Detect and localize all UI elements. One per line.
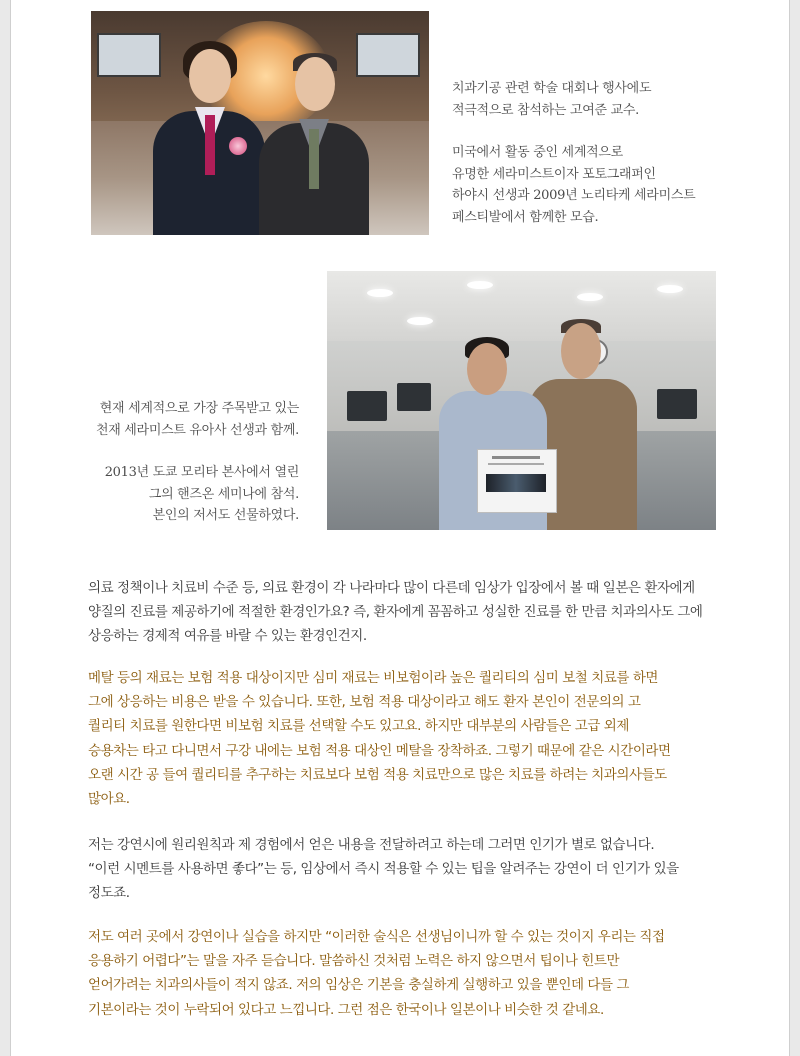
person-right-face [561, 323, 601, 379]
photo-festival-caption [452, 78, 752, 228]
magazine-page [10, 0, 790, 1056]
stage-screen-left [97, 33, 161, 77]
question-line: 정도죠. [88, 885, 130, 902]
person-right-tie [309, 129, 319, 189]
person-left-face [467, 343, 507, 395]
book-cover-image [486, 474, 546, 492]
book-subtitle-mark [488, 463, 544, 465]
answer-line: 퀄리티 치료를 원한다면 비보험 치료를 선택할 수도 있고요. 하지만 대부분의 사람들은 고급 외제 [88, 718, 629, 735]
caption-line: 본인의 저서도 선물하였다. [152, 508, 299, 523]
answer-line: 응용하기 어렵다”는 말을 자주 듣습니다. 말씀하신 것처럼 노력은 하지 않으면서 팁이나 힌트만 [88, 953, 620, 970]
photo-festival [91, 11, 429, 235]
interview-answer-2 [88, 925, 719, 1022]
interview-answer-1 [88, 666, 719, 811]
ceiling-light [577, 293, 603, 301]
person-left-face [189, 49, 231, 103]
office-monitor [347, 391, 387, 421]
corsage [229, 137, 247, 155]
caption-line: 하야시 선생과 2009년 노리타케 세라미스트 [452, 188, 696, 203]
question-line: 상응하는 경제적 여유를 바랄 수 있는 환경인건지. [88, 628, 367, 645]
caption-line: 유명한 세라미스트이자 포토그래퍼인 [452, 166, 656, 182]
book-title-mark [492, 456, 540, 459]
caption-line: 2013년 도쿄 모리타 본사에서 열린 [104, 465, 299, 480]
answer-line: 오랜 시간 공 들여 퀄리티를 추구하는 치료보다 보험 적용 치료만으로 많은 치료를 하려는 치과의사들도 [88, 766, 667, 783]
person-right-face [295, 57, 335, 111]
interview-question-2 [88, 833, 719, 906]
ceiling-light [407, 317, 433, 325]
answer-line: 얻어가려는 치과의사들이 적지 않죠. 저의 임상은 기본을 충실하게 실행하고 있을 뿐인데 다들 그 [88, 977, 629, 994]
caption-line: 치과기공 관련 학술 대회나 행사에도 [452, 81, 652, 96]
photo-office [327, 271, 716, 530]
ceiling-light [467, 281, 493, 289]
question-line: “이런 시멘트를 사용하면 좋다”는 등, 임상에서 즉시 적용할 수 있는 팁을 알려주는 강연이 더 인기가 있을 [88, 861, 679, 878]
caption-line: 천재 세라미스트 유아사 선생과 함께. [95, 422, 299, 438]
question-line: 저는 강연시에 원리원칙과 제 경험에서 얻은 내용을 전달하려고 하는데 그러면 인기가 별로 없습니다. [88, 837, 655, 853]
ceiling-light [657, 285, 683, 293]
answer-line: 그에 상응하는 비용은 받을 수 있습니다. 또한, 보험 적용 대상이라고 해도 환자 본인이 전문의의 고 [88, 694, 641, 711]
office-monitor [397, 383, 431, 411]
office-ceiling [327, 271, 716, 341]
person-left-tie [205, 115, 215, 175]
caption-line: 그의 핸즈온 세미나에 참석. [148, 486, 299, 502]
caption-line: 미국에서 활동 중인 세계적으로 [452, 145, 623, 160]
caption-line: 페스티발에서 함께한 모습. [452, 209, 599, 225]
answer-line: 기본이라는 것이 누락되어 있다고 느낍니다. 그런 점은 한국이나 일본이나 비슷한 것 같네요. [88, 1001, 604, 1018]
answer-line: 저도 여러 곳에서 강연이나 실습을 하지만 “이러한 술식은 선생님이니까 할 수 있는 것이지 우리는 직접 [88, 929, 665, 945]
gift-book [477, 449, 557, 513]
answer-line: 승용차는 타고 다니면서 구강 내에는 보험 적용 대상인 메탈을 장착하죠. 그렇기 때문에 같은 시간이라면 [88, 742, 671, 759]
photo-office-caption [51, 398, 299, 527]
answer-line: 메탈 등의 재료는 보험 적용 대상이지만 심미 재료는 비보험이라 높은 퀄리티의 심미 보철 치료를 하면 [88, 670, 659, 686]
office-monitor [657, 389, 697, 419]
question-line: 양질의 진료를 제공하기에 적절한 환경인가요? 즉, 환자에게 꼼꼼하고 성실한 진료를 한 만큼 치과의사도 그에 [88, 604, 703, 621]
interview-question-1 [88, 576, 719, 649]
question-line: 의료 정책이나 치료비 수준 등, 의료 환경이 각 나라마다 많이 다른데 임상가 입장에서 볼 때 일본은 환자에게 [88, 580, 695, 596]
ceiling-light [367, 289, 393, 297]
caption-line: 적극적으로 참석하는 고여준 교수. [452, 102, 639, 118]
caption-line: 현재 세계적으로 가장 주목받고 있는 [99, 401, 299, 416]
answer-line: 많아요. [88, 791, 130, 808]
stage-screen-right [356, 33, 420, 77]
